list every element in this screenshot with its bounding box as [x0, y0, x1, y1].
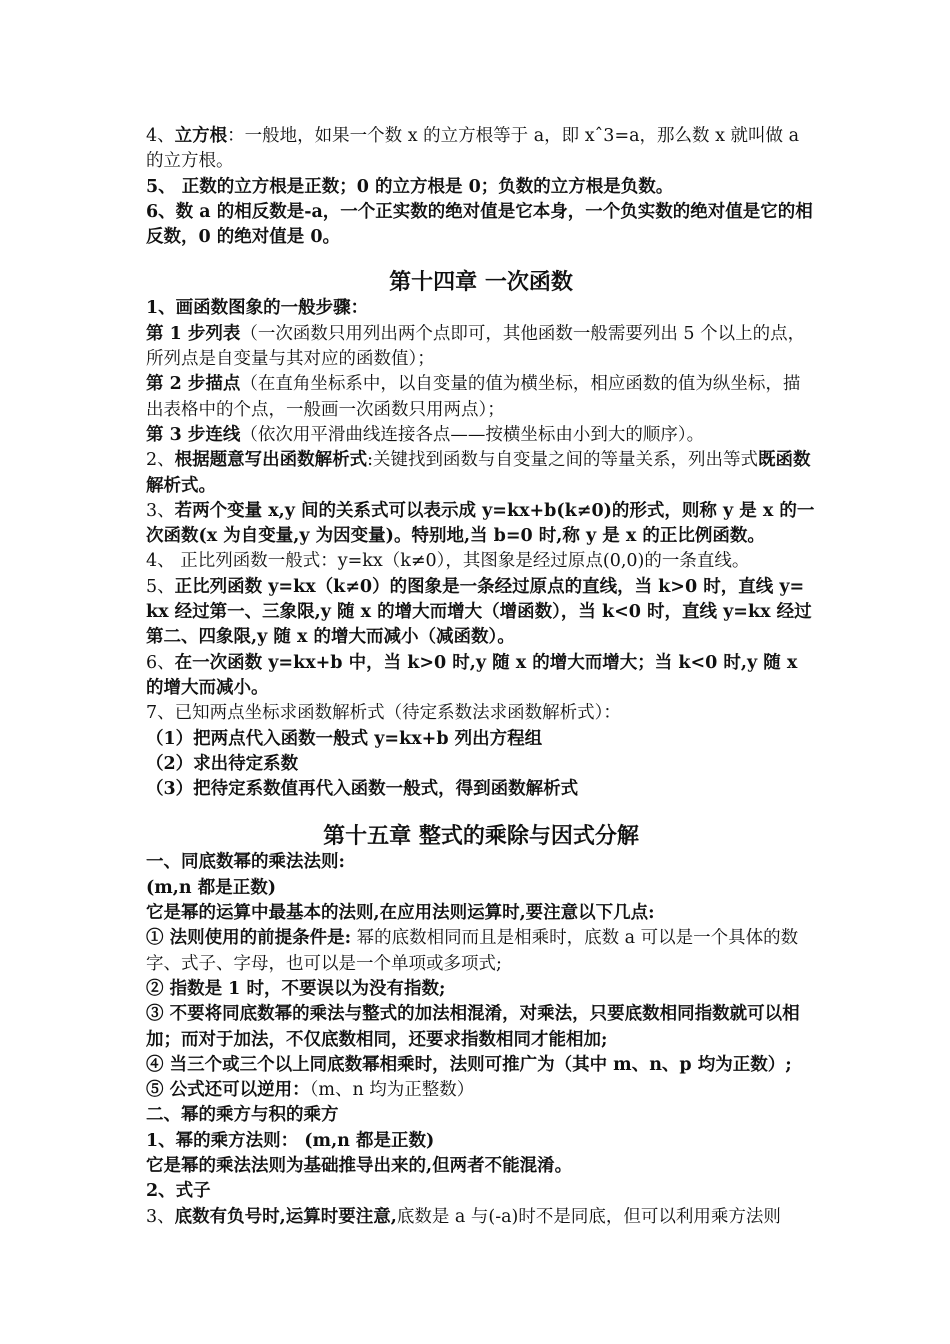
- section-heading-2: 二、幂的乘方与积的乘方: [146, 1105, 339, 1126]
- bold-label: 根据题意写出函数解析式: [174, 450, 368, 471]
- section-heading-1: 一、同底数幂的乘法法则:: [146, 852, 345, 873]
- item-number: 6、: [146, 652, 175, 673]
- item-number: 5、: [146, 576, 175, 597]
- note-text: （m、n 均为正整数）: [309, 1080, 475, 1101]
- paragraph-step-2: [146, 372, 816, 423]
- paragraph-undetermined-coefficients: 7、已知两点坐标求函数解析式（待定系数法求函数解析式）：: [146, 703, 621, 724]
- chapter-title-14: 第十四章 一次函数: [389, 269, 573, 296]
- paragraph-condition: (m,n 都是正数): [146, 877, 276, 898]
- bold-tail: 既函数解析式。: [146, 450, 811, 496]
- paragraph-negative-base: [146, 1205, 816, 1230]
- note-item-3: ③ 不要将同底数幂的乘法与整式的加法相混淆，对乘法，只要底数相同指数就可以相加；而对于加法，不仅底数相同，还要求指数相同才能相加;: [146, 1004, 800, 1050]
- item-number: 4、: [146, 126, 175, 146]
- item-number: 3、: [146, 500, 175, 521]
- step-text: （在直角坐标系中，以自变量的值为横坐标，相应函数的值为纵坐标，描出表格中的个点，一般画一次函数只用两点）；: [146, 374, 801, 420]
- paragraph-power-note: 它是幂的乘法法则为基础推导出来的,但两者不能混淆。: [146, 1155, 573, 1176]
- item-number: 3、: [146, 1206, 175, 1227]
- paragraph-steps-heading: 1、画函数图象的一般步骤：: [146, 298, 369, 319]
- bold-label: 底数有负号时,运算时要注意,: [174, 1206, 397, 1227]
- paragraph-write-expression: [146, 448, 816, 499]
- item-number: 2、: [146, 450, 175, 471]
- body-text: :关键找到函数与自变量之间的等量关系，列出等式: [367, 450, 759, 471]
- paragraph-proportional-form: 4、 正比列函数一般式：y=kx（k≠0），其图象是经过原点(0,0)的一条直线。: [146, 551, 750, 572]
- note-label: ⑤ 公式还可以逆用：: [146, 1080, 310, 1101]
- paragraph-opposite-abs: 6、数 a 的相反数是-a，一个正实数的绝对值是它本身，一个负实数的绝对值是它的相反数，0 的绝对值是 0。: [146, 201, 813, 248]
- note-item-2: ② 指数是 1 时，不要误以为没有指数;: [146, 978, 446, 999]
- bold-text: 在一次函数 y=kx+b 中，当 k>0 时,y 随 x 的增大而增大；当 k<0 时,y 随 x 的增大而减小。: [146, 652, 798, 698]
- step-label: 第 1 步列表: [146, 323, 241, 344]
- note-item-5: [146, 1078, 816, 1103]
- sub-step-3: （3）把待定系数值再代入函数一般式，得到函数解析式: [146, 779, 579, 800]
- note-text: 幂的底数相同而且是相乘时，底数 a 可以是一个具体的数字、式子、字母，也可以是一个单项或多项式;: [146, 928, 799, 974]
- paragraph-linear-definition: [146, 499, 816, 550]
- step-label: 第 3 步连线: [146, 424, 241, 445]
- document-page: [146, 124, 816, 1230]
- sub-step-2: （2）求出待定系数: [146, 753, 299, 774]
- paragraph-formula: 2、式子: [146, 1181, 211, 1202]
- paragraph-rule-note: 它是幂的运算中最基本的法则,在应用法则运算时,要注意以下几点:: [146, 903, 655, 924]
- step-text: （一次函数只用列出两个点即可，其他函数一般需要列出 5 个以上的点， 所列点是自变量与其对应的函数值）；: [146, 323, 806, 370]
- note-label: ① 法则使用的前提条件是:: [146, 928, 352, 949]
- paragraph-cube-root-signs: 5、 正数的立方根是正数；0 的立方根是 0；负数的立方根是负数。: [146, 176, 674, 197]
- paragraph-step-3: [146, 423, 816, 448]
- sub-step-1: （1）把两点代入函数一般式 y=kx+b 列出方程组: [146, 728, 543, 749]
- paragraph-cube-root: [146, 124, 816, 175]
- paragraph-proportional-graph: [146, 575, 816, 651]
- paragraph-step-1: [146, 322, 816, 373]
- step-label: 第 2 步描点: [146, 374, 241, 395]
- note-item-4: ④ 当三个或三个以上同底数幂相乘时，法则可推广为（其中 m、n、p 均为正数）;: [146, 1054, 792, 1075]
- note-item-1: [146, 926, 816, 977]
- definition-text: ：一般地，如果一个数 x 的立方根等于 a，即 xˆ3=a，那么数 x 就叫做 a 的立方根。: [146, 126, 800, 172]
- step-text: （依次用平滑曲线连接各点——按横坐标由小到大的顺序）。: [240, 424, 705, 445]
- chapter-title-15: 第十五章 整式的乘除与因式分解: [323, 823, 639, 850]
- body-text: 底数是 a 与(-a)时不是同底，但可以利用乘方法则: [396, 1206, 781, 1227]
- bold-text: 正比列函数 y=kx（k≠0）的图象是一条经过原点的直线，当 k>0 时，直线 y=kx 经过第一、三象限,y 随 x 的增大而增大（增函数），当 k<0 时，直线 y=kx 经过第二、四象限,y 随 x 的增大而减小（减函数）。: [146, 576, 812, 648]
- bold-text: 若两个变量 x,y 间的关系式可以表示成 y=kx+b(k≠0)的形式，则称 y 是 x 的一次函数(x 为自变量,y 为因变量)。特别地,当 b=0 时,称 y 是 x 的正比例函数。: [146, 500, 815, 547]
- term-cube-root: 立方根: [174, 126, 228, 146]
- paragraph-power-rule: 1、幂的乘方法则： (m,n 都是正数): [146, 1130, 435, 1151]
- paragraph-linear-monotonic: [146, 651, 816, 702]
